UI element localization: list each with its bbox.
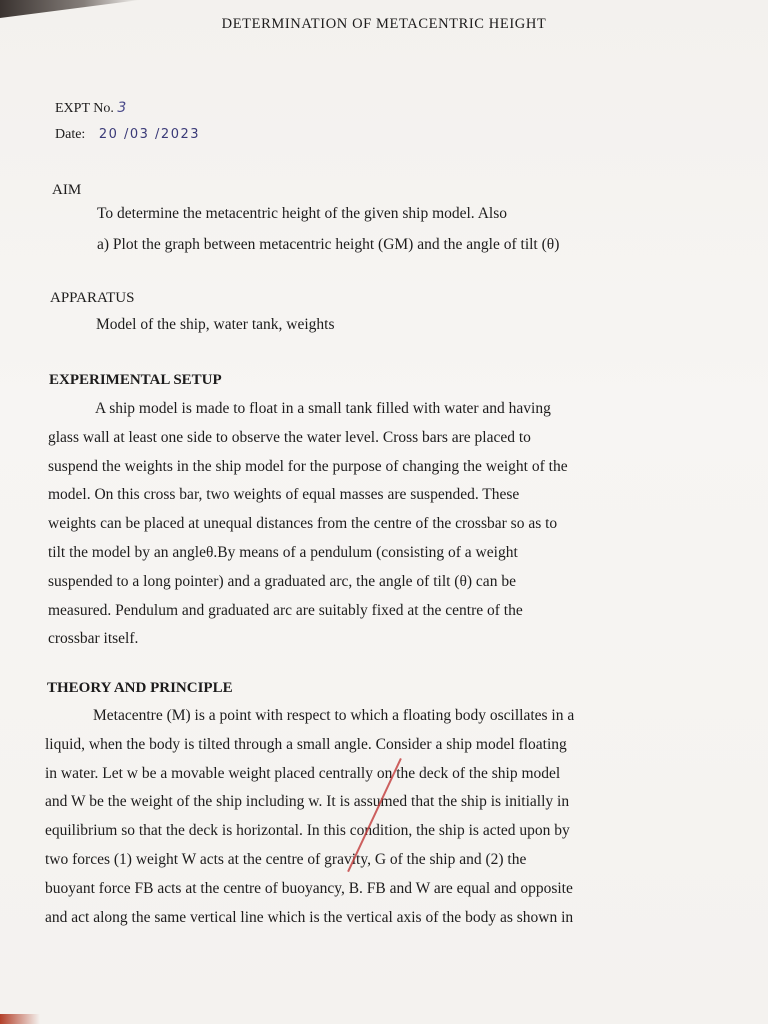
apparatus-line-1: Model of the ship, water tank, weights <box>96 316 335 333</box>
theory-line-1: Metacentre (M) is a point with respect to which a floating body oscillates in a <box>93 707 575 724</box>
aim-heading: AIM <box>52 182 82 198</box>
theory-line-2: liquid, when the body is tilted through a small angle. Consider a ship model floating <box>45 735 567 753</box>
page-edge-mark <box>0 1014 40 1024</box>
theory-line-8: and act along the same vertical line which is the vertical axis of the body as shown in <box>45 908 574 926</box>
setup-line-5: weights can be placed at unequal distances from the centre of the crossbar so as to <box>48 515 558 533</box>
date-label: Date: <box>55 127 86 142</box>
aim-line-1: To determine the metacentric height of the given ship model. Also <box>97 205 507 222</box>
setup-line-2: glass wall at least one side to observe the water level. Cross bars are placed to <box>48 428 531 446</box>
theory-paragraph <box>45 702 675 932</box>
theory-heading: THEORY AND PRINCIPLE <box>47 680 233 696</box>
setup-line-3: suspend the weights in the ship model for the purpose of changing the weight of the <box>48 457 568 475</box>
expt-label: EXPT No. <box>55 101 114 116</box>
theory-line-7: buoyant force FB acts at the centre of buoyancy, B. FB and W are equal and opposite <box>45 879 573 897</box>
document-title: DETERMINATION OF METACENTRIC HEIGHT <box>221 16 547 32</box>
setup-line-6: tilt the model by an angleθ.By means of a pendulum (consisting of a weight <box>48 543 518 561</box>
setup-line-8: measured. Pendulum and graduated arc are suitably fixed at the centre of the <box>48 601 523 619</box>
theory-line-3: in water. Let w be a movable weight placed centrally on the deck of the ship model <box>45 764 561 782</box>
aim-line-2: a) Plot the graph between metacentric height (GM) and the angle of tilt (θ) <box>97 236 560 253</box>
expt-value: 3 <box>117 100 128 116</box>
setup-line-4: model. On this cross bar, two weights of equal masses are suspended. These <box>48 486 520 504</box>
setup-heading: EXPERIMENTAL SETUP <box>49 372 222 388</box>
setup-line-1: A ship model is made to float in a small tank filled with water and having <box>95 400 551 417</box>
date-value: 20 /03 /2023 <box>98 127 201 142</box>
expt-number-row <box>55 100 127 117</box>
theory-line-6: two forces (1) weight W acts at the centre of gravity, G of the ship and (2) the <box>45 850 527 868</box>
setup-paragraph <box>48 395 672 654</box>
apparatus-heading: APPARATUS <box>50 290 135 306</box>
setup-line-9: crossbar itself. <box>48 630 139 648</box>
theory-line-5: equilibrium so that the deck is horizontal. In this condition, the ship is acted upon by <box>45 822 570 840</box>
date-row <box>55 127 200 143</box>
setup-line-7: suspended to a long pointer) and a graduated arc, the angle of tilt (θ) can be <box>48 572 516 590</box>
theory-line-4: and W be the weight of the ship including w. It is assumed that the ship is initially in <box>45 793 570 811</box>
